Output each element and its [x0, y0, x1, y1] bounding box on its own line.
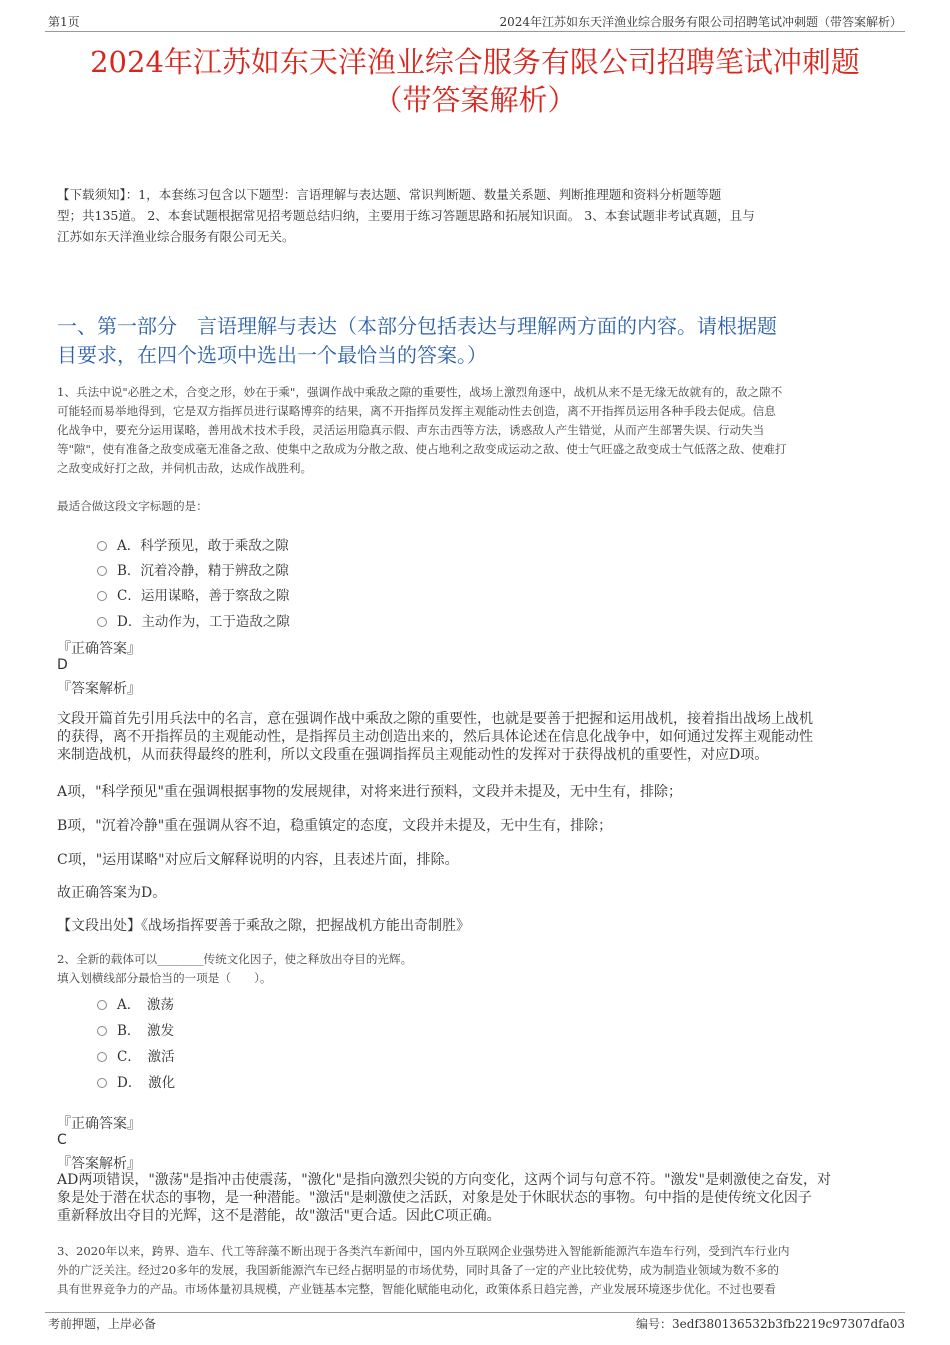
question-line: 3、2020年以来，跨界、造车、代工等辞藻不断出现于各类汽车新闻中，国内外互联网企业强势进入智能新能源汽车造车行列，受到汽车行业内: [57, 1244, 790, 1258]
page-subtitle: （带答案解析）: [373, 83, 577, 117]
notice-line: 【下载须知】：1，本套练习包含以下题型：言语理解与表达题、常识判断题、数量关系题、判断推理题和资料分析题等题: [57, 187, 722, 202]
analysis-line: 象是处于潜在状态的事物，是一种潜能。"激活"是刺激使之活跃，对象是处于休眠状态的事物。句中指的是使传统文化因子: [57, 1190, 812, 1206]
option-label: A．科学预见，敢于乘敌之隙: [117, 538, 289, 554]
q1-analysis: [57, 710, 907, 764]
section-heading: [57, 312, 907, 370]
question-line: 等"隙"，使有准备之敌变成毫无准备之敌、使集中之敌成为分散之敌、使占地利之敌变成运动之敌、使士气旺盛之敌变成士气低落之敌、使难打: [57, 442, 787, 456]
section-heading-line: 目要求，在四个选项中选出一个最恰当的答案。）: [57, 343, 487, 367]
question-line: 1、兵法中说"必胜之术，合变之形，妙在于乘"，强调作战中乘敌之隙的重要性，战场上激烈角逐中，战机从来不是无缘无故就有的，敌之隙不: [57, 385, 783, 399]
q1-note-a: A项，"科学预见"重在强调根据事物的发展规律，对将来进行预料，文段并未提及，无中生有，排除；: [57, 784, 682, 800]
question-line: 外的广泛关注。经过20多年的发展，我国新能源汽车已经占据明显的市场优势，同时具备了一定的产业比较优势，成为制造业领域为数不多的: [57, 1263, 779, 1277]
q2-option-b[interactable]: [97, 1019, 174, 1039]
option-label: A． 激荡: [117, 997, 174, 1013]
option-label: D．主动作为，工于造敌之隙: [117, 614, 290, 630]
q1-source: 【文段出处】《战场指挥要善于乘敌之隙，把握战机方能出奇制胜》: [57, 918, 470, 934]
radio-icon[interactable]: [97, 1078, 107, 1088]
radio-icon[interactable]: [97, 1026, 107, 1036]
q1-option-d[interactable]: [97, 610, 290, 630]
q1-conclusion: 故正确答案为D。: [57, 885, 167, 901]
notice-line: 江苏如东天洋渔业综合服务有限公司无关。: [57, 229, 295, 244]
header-doc-title: 2024年江苏如东天洋渔业综合服务有限公司招聘笔试冲刺题（带答案解析）: [499, 15, 902, 29]
q2-option-d[interactable]: [97, 1071, 175, 1091]
radio-icon[interactable]: [97, 591, 107, 601]
page-number: 第1页: [48, 15, 80, 29]
analysis-line: 重新释放出夺目的光辉，这不是潜能，故"激活"更合适。因此C项正确。: [57, 1208, 501, 1224]
q2-analysis: [57, 1171, 907, 1225]
question-3-text: [57, 1242, 907, 1299]
analysis-line: 来制造战机，从而获得最终的胜利，所以文段重在强调指挥员主观能动性的发挥对于获得战机的重要性，对应D项。: [57, 747, 769, 763]
question-1-prompt: 最适合做这段文字标题的是：: [57, 499, 208, 513]
q1-answer: D: [57, 657, 68, 673]
footer-slogan: 考前押题，上岸必备: [48, 1317, 157, 1331]
q1-option-b[interactable]: [97, 559, 289, 579]
option-label: D． 激化: [117, 1075, 176, 1091]
question-line: 之敌变成好打之敌，并伺机击敌，达成作战胜利。: [57, 461, 313, 475]
q2-answer-label: 『正确答案』: [57, 1116, 141, 1132]
q1-option-a[interactable]: [97, 534, 289, 554]
option-label: C．运用谋略，善于察敌之隙: [117, 588, 290, 604]
question-2-prompt: 填入划横线部分最恰当的一项是（ ）。: [57, 971, 272, 985]
question-line: 可能轻而易举地得到，它是双方指挥员进行谋略博弈的结果，离不开指挥员发挥主观能动性去创造，离不开指挥员运用各种手段去促成。信息: [57, 404, 776, 418]
q2-answer: C: [57, 1132, 67, 1148]
section-heading-line: 一、第一部分 言语理解与表达（本部分包括表达与理解两方面的内容。请根据题: [57, 314, 777, 338]
question-1-text: [57, 383, 907, 478]
q2-option-c[interactable]: [97, 1045, 175, 1065]
radio-icon[interactable]: [97, 541, 107, 551]
radio-icon[interactable]: [97, 1000, 107, 1010]
radio-icon[interactable]: [97, 566, 107, 576]
q1-answer-label: 『正确答案』: [57, 641, 141, 657]
q1-analysis-label: 『答案解析』: [57, 681, 141, 697]
radio-icon[interactable]: [97, 1052, 107, 1062]
footer-divider: [45, 1312, 905, 1313]
q2-option-a[interactable]: [97, 993, 174, 1013]
header-divider: [45, 31, 905, 32]
download-notice: [57, 184, 907, 247]
notice-line: 型；共135道。 2、本套试题根据常见招考题总结归纳，主要用于练习答题思路和拓展知识面。 3、本套试题非考试真题，且与: [57, 208, 755, 223]
q1-option-c[interactable]: [97, 584, 289, 604]
question-line: 化战争中，要充分运用谋略，善用战术技术手段，灵活运用隐真示假、声东击西等方法，诱惑敌人产生错觉，从而产生部署失误、行动失当: [57, 423, 765, 437]
option-label: B．沉着冷静，精于辨敌之隙: [117, 563, 289, 579]
radio-icon[interactable]: [97, 617, 107, 627]
q1-note-c: C项，"运用谋略"对应后文解释说明的内容，且表述片面，排除。: [57, 852, 459, 868]
option-label: B． 激发: [117, 1023, 175, 1039]
q1-note-b: B项，"沉着冷静"重在强调从容不迫，稳重镇定的态度，文段并未提及，无中生有，排除；: [57, 818, 613, 834]
page-title: 2024年江苏如东天洋渔业综合服务有限公司招聘笔试冲刺题: [90, 45, 860, 79]
option-label: C． 激活: [117, 1049, 175, 1065]
q2-analysis-label: 『答案解析』: [57, 1156, 141, 1172]
analysis-line: 的获得，离不开指挥员的主观能动性，是指挥员主动创造出来的，然后具体论述在信息化战争中，如何通过发挥主观能动性: [57, 729, 813, 745]
footer-doc-id: 编号：3edf380136532b3fb2219c97307dfa03: [636, 1317, 905, 1331]
analysis-line: AD两项错误，"激荡"是指冲击使震荡，"激化"是指向激烈尖锐的方向变化，这两个词与句意不符。"激发"是刺激使之奋发，对: [57, 1172, 831, 1188]
question-line: 具有世界竞争力的产品。市场体量初具规模，产业链基本完整，智能化赋能电动化，政策体系日趋完善，产业发展环境逐步优化。不过也要看: [57, 1282, 776, 1296]
analysis-line: 文段开篇首先引用兵法中的名言，意在强调作战中乘敌之隙的重要性，也就是要善于把握和运用战机，接着指出战场上战机: [57, 711, 813, 727]
question-2-text: 2、全新的载体可以________传统文化因子，使之释放出夺目的光辉。: [57, 952, 413, 966]
